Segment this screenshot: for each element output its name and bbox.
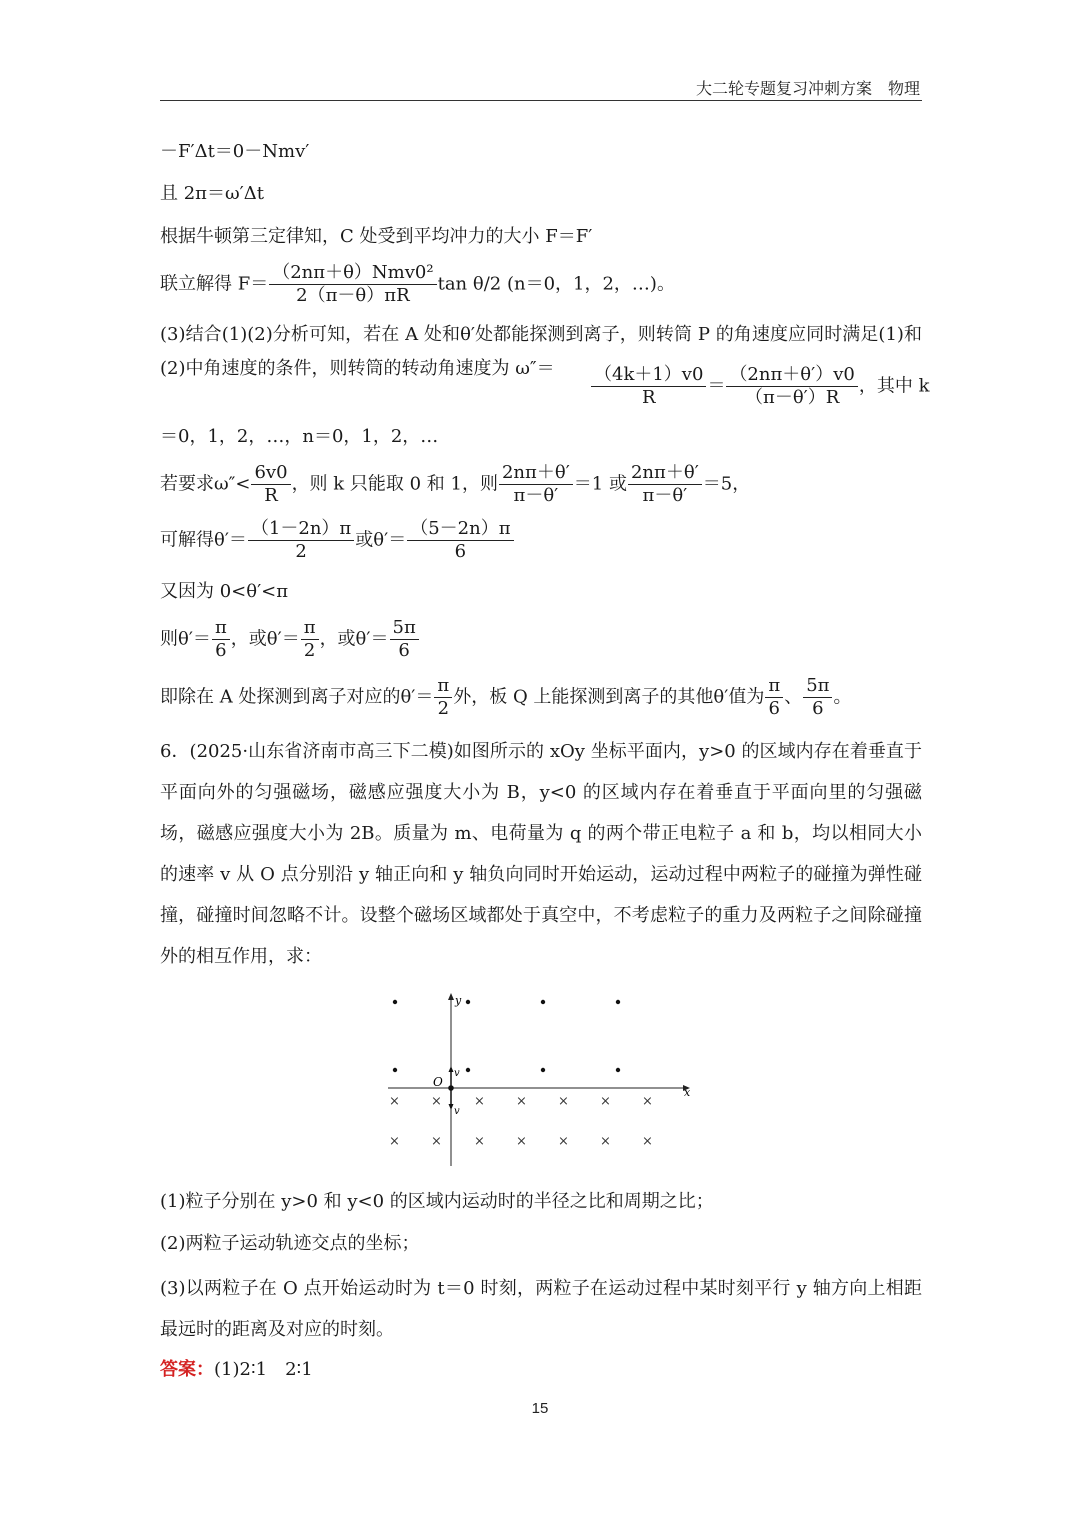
conclusion-fraction-1 <box>434 675 452 720</box>
page-number: 15 <box>531 1400 549 1417</box>
fraction-force <box>269 262 436 307</box>
field-cross: × <box>474 1094 485 1109</box>
question-3 <box>160 1268 922 1350</box>
then-line <box>160 617 420 662</box>
question-3-text: (3)以两粒子在 O 点开始运动时为 t＝0 时刻，两粒子在运动过程中某时刻平行 y 轴方向上相距最远时的距离及对应的时刻。 <box>160 1278 922 1340</box>
req-eq1: ＝1 或 <box>573 473 627 495</box>
fraction-numerator: （2nπ＋θ）Nmv0² <box>269 262 436 285</box>
origin-particles <box>448 1085 454 1091</box>
field-cross: × <box>600 1094 611 1109</box>
field-cross: × <box>558 1094 569 1109</box>
conclusion-fraction-3 <box>803 675 832 720</box>
fraction-numerator: 6v0 <box>251 462 290 485</box>
fraction-numerator: 2nπ＋θ′ <box>499 462 573 485</box>
then-prefix: 则θ′＝ <box>160 628 211 650</box>
magnetic-field-diagram <box>380 990 700 1170</box>
line4-suffix: tan θ/2 (n＝0，1，2，…)。 <box>437 273 675 295</box>
header-title: 大二轮专题复习冲刺方案 物理 <box>695 79 920 98</box>
req-eq5: ＝5， <box>702 473 751 495</box>
fraction-numerator: 5π <box>390 617 419 640</box>
fraction-numerator: π <box>434 675 452 698</box>
req-fraction <box>251 462 290 507</box>
field-in-crosses <box>389 1094 653 1149</box>
solution-line-1: －F′Δt＝0－Nmv′ <box>160 141 310 162</box>
field-cross: × <box>389 1134 400 1149</box>
page-header <box>160 76 920 100</box>
fraction-denominator: 6 <box>768 698 780 719</box>
req-fraction-3 <box>628 462 702 507</box>
origin-label: O <box>433 1075 443 1089</box>
fraction-denominator: R <box>264 485 278 506</box>
field-cross: × <box>516 1094 527 1109</box>
y-axis-arrow <box>448 993 454 1000</box>
field-cross: × <box>474 1134 485 1149</box>
then-or-2: ，或θ′＝ <box>319 628 389 650</box>
field-cross: × <box>600 1134 611 1149</box>
fraction-numerator: （2nπ＋θ′）v0 <box>726 364 857 387</box>
fraction-denominator: 6 <box>215 640 227 661</box>
req-prefix: 若要求ω″< <box>160 473 251 495</box>
solve-or: 或θ′＝ <box>355 529 407 551</box>
conclusion-sep: 、 <box>784 686 803 708</box>
question-1: (1)粒子分别在 y>0 和 y<0 的区域内运动时的半径之比和周期之比； <box>160 1191 714 1212</box>
fraction-numerator: （5－2n）π <box>407 518 513 541</box>
problem-text: 6．(2025·山东省济南市高三下二模)如图所示的 xOy 坐标平面内，y>0 的区域内存在着垂直于平面向外的匀强磁场，磁感应强度大小为 B，y<0 的区域内存在着垂直于平面向里的匀强磁场，磁感应强度大小为 2B。质量为 m、电荷量为 q 的两个带正电粒子 a 和 b，均以相同大小的速率 v 从 O 点分别沿 y 轴正向和 y 轴负向同时开始运动，运动过程中两粒子的碰撞为弹性碰撞，碰撞时间忽略不计。设整个磁场区域都处于真空中，不考虑粒子的重力及两粒子之间除碰撞外的相互作用，求： <box>160 741 922 967</box>
then-fraction-2 <box>301 617 319 662</box>
field-cross: × <box>389 1094 400 1109</box>
field-out-dots <box>393 1000 620 1072</box>
field-dot <box>616 1068 620 1072</box>
velocity-up-head <box>449 1066 454 1072</box>
x-axis-label: x <box>684 1086 691 1099</box>
problem-statement <box>160 731 922 977</box>
solve-line <box>160 518 515 563</box>
question-2: (2)两粒子运动轨迹交点的坐标； <box>160 1233 420 1254</box>
req-fraction-2 <box>499 462 573 507</box>
range-line: 又因为 0<θ′<π <box>160 581 289 602</box>
conclusion-end: 。 <box>833 686 852 708</box>
omega-fraction-1 <box>591 364 706 409</box>
fraction-numerator: 5π <box>803 675 832 698</box>
fraction-numerator: 2nπ＋θ′ <box>628 462 702 485</box>
solution-line-4 <box>160 262 675 307</box>
field-cross: × <box>516 1134 527 1149</box>
omega-expression: $\frac{(4k+1)v0}{R}$ ＝ $\frac{(2n\pi+\theta')v0}{(\pi-\theta')R}$ ，其中 k <box>590 364 930 409</box>
velocity-down-head <box>449 1104 454 1110</box>
then-fraction-1 <box>212 617 230 662</box>
fraction-denominator: 6 <box>454 541 467 562</box>
solution-line-3: 根据牛顿第三定律知，C 处受到平均冲力的大小 F＝F′ <box>160 226 593 247</box>
line4-prefix: 联立解得 F＝ <box>160 273 269 295</box>
field-cross: × <box>642 1094 653 1109</box>
field-dot <box>393 1000 397 1004</box>
y-axis-label: y <box>455 994 462 1007</box>
answer-line <box>160 1358 313 1382</box>
fraction-denominator: π－θ′ <box>513 485 559 506</box>
velocity-down-label: v <box>454 1106 460 1117</box>
field-cross: × <box>431 1094 442 1109</box>
fraction-numerator: π <box>301 617 319 640</box>
field-cross: × <box>642 1134 653 1149</box>
fraction-numerator: π <box>212 617 230 640</box>
velocity-up-label: v <box>454 1068 460 1079</box>
then-fraction-3 <box>390 617 419 662</box>
fraction-numerator: （1－2n）π <box>248 518 354 541</box>
conclusion-mid: 外，板 Q 上能探测到离子的其他θ′值为 <box>453 686 765 708</box>
field-cross: × <box>558 1134 569 1149</box>
fraction-denominator: 2（π－θ）πR <box>296 285 410 306</box>
field-dot <box>541 1000 545 1004</box>
field-dot <box>541 1068 545 1072</box>
field-cross: × <box>431 1134 442 1149</box>
solve-prefix: 可解得θ′＝ <box>160 529 247 551</box>
then-or-1: ，或θ′＝ <box>230 628 300 650</box>
fraction-denominator: π－θ′ <box>642 485 688 506</box>
field-dot <box>466 1068 470 1072</box>
fraction-denominator: 6 <box>812 698 824 719</box>
header-divider <box>160 100 922 101</box>
fraction-denominator: 2 <box>295 541 307 562</box>
fraction-numerator: （4k＋1）v0 <box>591 364 706 387</box>
solve-fraction-1 <box>248 518 354 563</box>
field-dot <box>393 1068 397 1072</box>
field-dot <box>616 1000 620 1004</box>
omega-suffix: ，其中 k <box>858 375 930 397</box>
conclusion-prefix: 即除在 A 处探测到离子对应的θ′＝ <box>160 686 434 708</box>
solution-line-2: 且 2π＝ω′Δt <box>160 183 265 204</box>
fraction-denominator: （π－θ′）R <box>744 387 840 408</box>
field-dot <box>466 1000 470 1004</box>
part3-text: (3)结合(1)(2)分析可知，若在 A 处和θ′处都能探测到离子，则转筒 P 的角速度应同时满足(1)和(2)中角速度的条件，则转筒的转动角速度为 ω″＝ <box>160 324 922 379</box>
conclusion-fraction-2 <box>765 675 783 720</box>
conclusion-line <box>160 675 851 720</box>
answer-label: 答案： <box>160 1359 214 1380</box>
fraction-numerator: π <box>765 675 783 698</box>
fraction-denominator: 2 <box>303 640 316 661</box>
solve-fraction-2 <box>407 518 513 563</box>
line-k-values: ＝0，1，2，…，n＝0，1，2，… <box>160 426 439 447</box>
fraction-denominator: 2 <box>437 698 450 719</box>
requirement-line <box>160 462 750 507</box>
answer-text: (1)2∶1 2∶1 <box>214 1359 313 1380</box>
req-mid: ，则 k 只能取 0 和 1，则 <box>291 473 498 495</box>
fraction-denominator: R <box>641 387 656 408</box>
omega-fraction-2 <box>726 364 857 409</box>
fraction-denominator: 6 <box>398 640 410 661</box>
